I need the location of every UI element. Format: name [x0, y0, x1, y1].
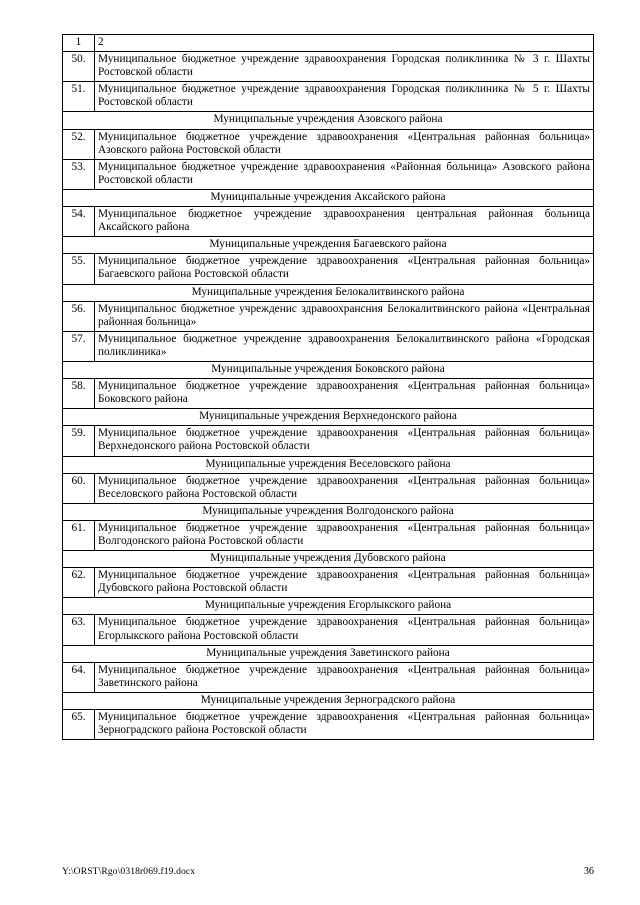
group-heading: Муниципальные учреждения Азовского района — [63, 112, 594, 129]
table-group-row — [63, 284, 594, 301]
table-body — [63, 35, 594, 740]
row-institution-name: Муниципальное бюджетное учреждение здравоохранения «Центральная районная больница» Заветинского района — [95, 662, 594, 692]
table-row — [63, 662, 594, 692]
table-group-row — [63, 189, 594, 206]
row-institution-name: Муниципальное бюджетное учреждение здравоохранения центральная районная больница Аксайского района — [95, 207, 594, 237]
row-number: 62. — [63, 568, 95, 598]
table-group-row — [63, 361, 594, 378]
table-row — [63, 710, 594, 740]
row-number: 51. — [63, 82, 95, 112]
table-group-row — [63, 598, 594, 615]
row-institution-name: Муниципальное бюджетное учреждение здравоохранения Белокалитвинского района «Городская поликлиника» — [95, 331, 594, 361]
row-institution-name: Муниципальное бюджетное учреждение здравоохранения «Центральная районная больница» Егорлыкского района Ростовской области — [95, 615, 594, 645]
row-number: 55. — [63, 254, 95, 284]
row-institution-name: Муниципальное бюджетное учреждение здравоохранения Городская поликлиника № 5 г. Шахты Ростовской области — [95, 82, 594, 112]
table-group-row — [63, 409, 594, 426]
row-number: 57. — [63, 331, 95, 361]
table-row — [63, 82, 594, 112]
table-group-row — [63, 237, 594, 254]
row-number: 52. — [63, 129, 95, 159]
row-number: 54. — [63, 207, 95, 237]
group-heading: Муниципальные учреждения Егорлыкского района — [63, 598, 594, 615]
row-number: 61. — [63, 520, 95, 550]
column-header-name: 2 — [95, 35, 594, 52]
row-institution-name: Муниципальное бюджетное учреждение здравоохранения «Центральная районная больница» Багаевского района Ростовской области — [95, 254, 594, 284]
footer-page-number: 36 — [583, 866, 594, 877]
row-number: 59. — [63, 426, 95, 456]
table-row — [63, 159, 594, 189]
table-row — [63, 254, 594, 284]
group-heading: Муниципальные учреждения Заветинского района — [63, 645, 594, 662]
table-row — [63, 520, 594, 550]
row-number: 63. — [63, 615, 95, 645]
table-group-row — [63, 456, 594, 473]
column-header-number: 1 — [63, 35, 95, 52]
table-group-row — [63, 112, 594, 129]
row-number: 58. — [63, 379, 95, 409]
row-number: 60. — [63, 473, 95, 503]
group-heading: Муниципальные учреждения Веселовского района — [63, 456, 594, 473]
row-institution-name: Муниципальное бюджетное учреждение здравоохранения «Центральная районная больница» Верхнедонского района Ростовской области — [95, 426, 594, 456]
table-row — [63, 331, 594, 361]
table-row — [63, 473, 594, 503]
institutions-table — [62, 34, 594, 740]
row-institution-name: Муниципальное бюджетное учреждение здравоохранения «Центральная районная больница» Волгодонского района Ростовской области — [95, 520, 594, 550]
group-heading: Муниципальные учреждения Верхнедонского района — [63, 409, 594, 426]
table-group-row — [63, 551, 594, 568]
row-institution-name: Муниципальное бюджетное учреждение здравоохранения «Центральная районная больница» Зерноградского района Ростовской области — [95, 710, 594, 740]
table-header-row — [63, 35, 594, 52]
table-group-row — [63, 692, 594, 709]
row-number: 53. — [63, 159, 95, 189]
table-row — [63, 207, 594, 237]
group-heading: Муниципальные учреждения Дубовского района — [63, 551, 594, 568]
row-institution-name: Муниципальное бюджетное учреждение здравоохранения Городская поликлиника № 3 г. Шахты Ростовской области — [95, 52, 594, 82]
row-institution-name: Муниципальное бюджетное учреждение здравоохранения «Центральная районная больница» Боковского района — [95, 379, 594, 409]
table-row — [63, 615, 594, 645]
table-row — [63, 129, 594, 159]
row-number: 56. — [63, 301, 95, 331]
group-heading: Муниципальные учреждения Боковского района — [63, 361, 594, 378]
row-institution-name: Муниципальное бюджетное учреждение здравоохранения «Районная больница» Азовского района Ростовской области — [95, 159, 594, 189]
page-footer — [62, 866, 594, 877]
group-heading: Муниципальные учреждения Белокалитвинского района — [63, 284, 594, 301]
table-group-row — [63, 645, 594, 662]
row-number: 64. — [63, 662, 95, 692]
group-heading: Муниципальные учреждения Аксайского района — [63, 189, 594, 206]
row-institution-name: Муниципальное бюджетное учреждение здравоохранения «Центральная районная больница» Веселовского района Ростовской области — [95, 473, 594, 503]
table-group-row — [63, 503, 594, 520]
row-institution-name: Муниципальное бюджетное учреждение здравоохранения «Центральная районная больница» Азовского района Ростовской области — [95, 129, 594, 159]
group-heading: Муниципальные учреждения Волгодонского района — [63, 503, 594, 520]
table-row — [63, 301, 594, 331]
row-number: 65. — [63, 710, 95, 740]
row-institution-name: Муниципальнос бюджетное учрежденис здравоохрансния Белокалитвинского района «Центральная районная больница» — [95, 301, 594, 331]
table-row — [63, 379, 594, 409]
row-number: 50. — [63, 52, 95, 82]
row-institution-name: Муниципальное бюджетное учреждение здравоохранения «Центральная районная больница» Дубовского района Ростовской области — [95, 568, 594, 598]
group-heading: Муниципальные учреждения Багаевского района — [63, 237, 594, 254]
footer-file-path: Y:\ORST\Rgo\0318r069.f19.docx — [62, 866, 196, 877]
group-heading: Муниципальные учреждения Зерноградского района — [63, 692, 594, 709]
table-row — [63, 52, 594, 82]
table-row — [63, 426, 594, 456]
table-row — [63, 568, 594, 598]
